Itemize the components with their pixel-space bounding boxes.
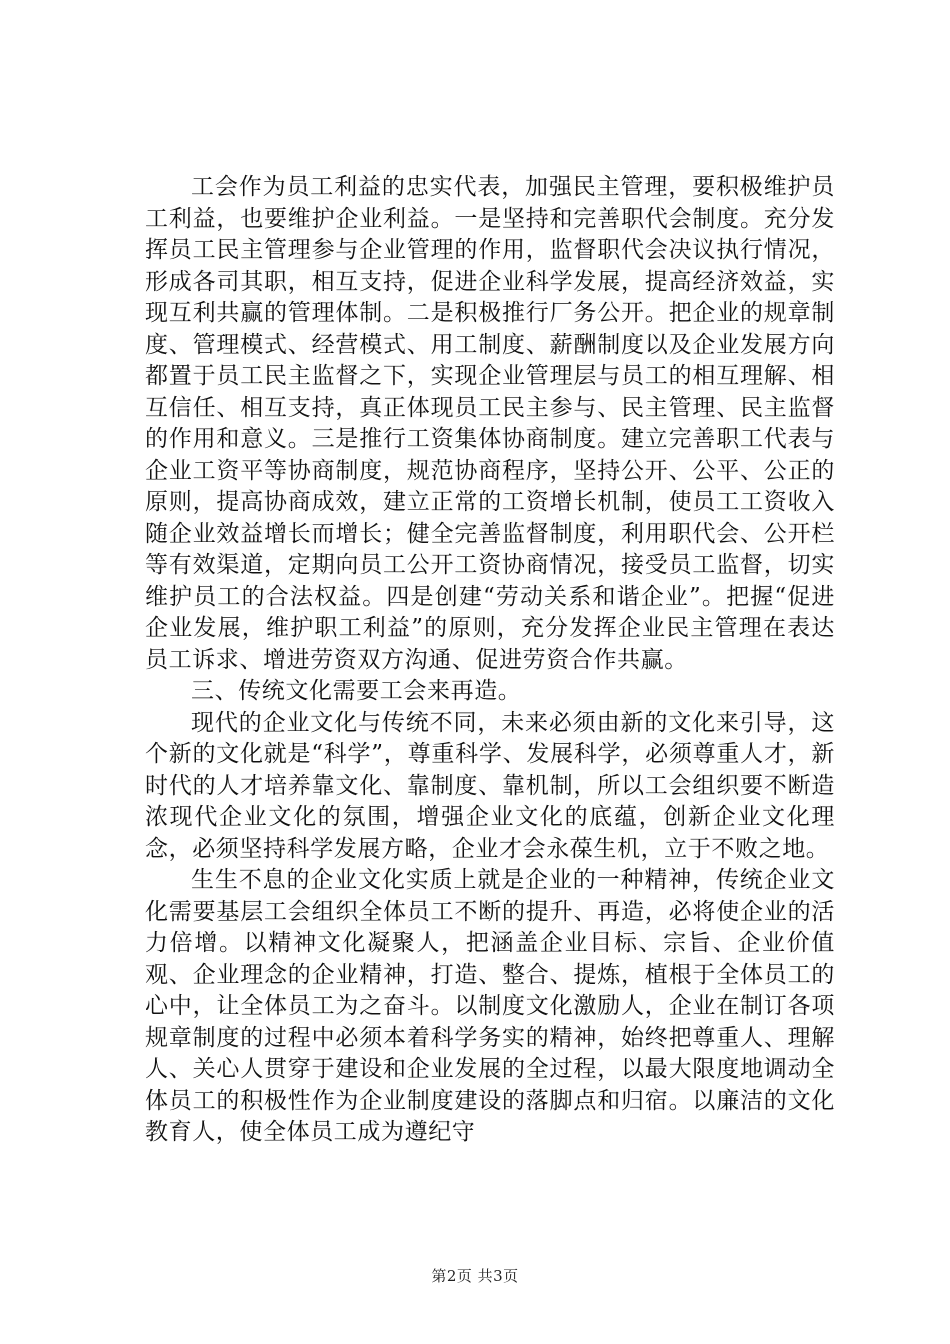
- page-number-footer: 第2页 共3页: [431, 1267, 519, 1285]
- paragraph-enterprise-spirit: 生生不息的企业文化实质上就是企业的一种精神，传统企业文化需要基层工会组织全体员工不断的提升、再造，必将使企业的活力倍增。以精神文化凝聚人，把涵盖企业目标、宗旨、企业价值观、企业理念的企业精神，打造、整合、提炼，植根于全体员工的心中，让全体员工为之奋斗。以制度文化激励人，企业在制订各项规章制度的过程中必须本着科学务实的精神，始终把尊重人、理解人、关心人贯穿于建设和企业发展的全过程，以最大限度地调动全体员工的积极性作为企业制度建设的落脚点和归宿。以廉洁的文化教育人，使全体员工成为遵纪守: [145, 867, 835, 1145]
- paragraph-union-democratic-management: 工会作为员工利益的忠实代表，加强民主管理，要积极维护员工利益，也要维护企业利益。一是坚持和完善职代会制度。充分发挥员工民主管理参与企业管理的作用，监督职代会决议执行情况，形成各司其职，相互支持，促进企业科学发展，提高经济效益，实现互利共赢的管理体制。二是积极推行厂务公开。把企业的规章制度、管理模式、经营模式、用工制度、薪酬制度以及企业发展方向都置于员工民主监督之下，实现企业管理层与员工的相互理解、相互信任、相互支持，真正体现员工民主参与、民主管理、民主监督的作用和意义。三是推行工资集体协商制度。建立完善职工代表与企业工资平等协商制度，规范协商程序，坚持公开、公平、公正的原则，提高协商成效，建立正常的工资增长机制，使员工工资收入随企业效益增长而增长；健全完善监督制度，利用职代会、公开栏等有效渠道，定期向员工公开工资协商情况，接受员工监督，切实维护员工的合法权益。四是创建“劳动关系和谐企业”。把握“促进企业发展，维护职工利益”的原则，充分发挥企业民主管理在表达员工诉求、增进劳资双方沟通、促进劳资合作共赢。: [145, 174, 835, 673]
- paragraph-modern-enterprise-culture: 现代的企业文化与传统不同，未来必须由新的文化来引导，这个新的文化就是“科学”，尊重科学、发展科学，必须尊重人才，新时代的人才培养靠文化、靠制度、靠机制，所以工会组织要不断造浓现代企业文化的氛围，增强企业文化的底蕴，创新企业文化理念，必须坚持科学发展方略，企业才会永葆生机，立于不败之地。: [145, 709, 835, 862]
- section-heading-traditional-culture: 三、传统文化需要工会来再造。: [191, 678, 522, 704]
- document-body: [145, 172, 835, 1149]
